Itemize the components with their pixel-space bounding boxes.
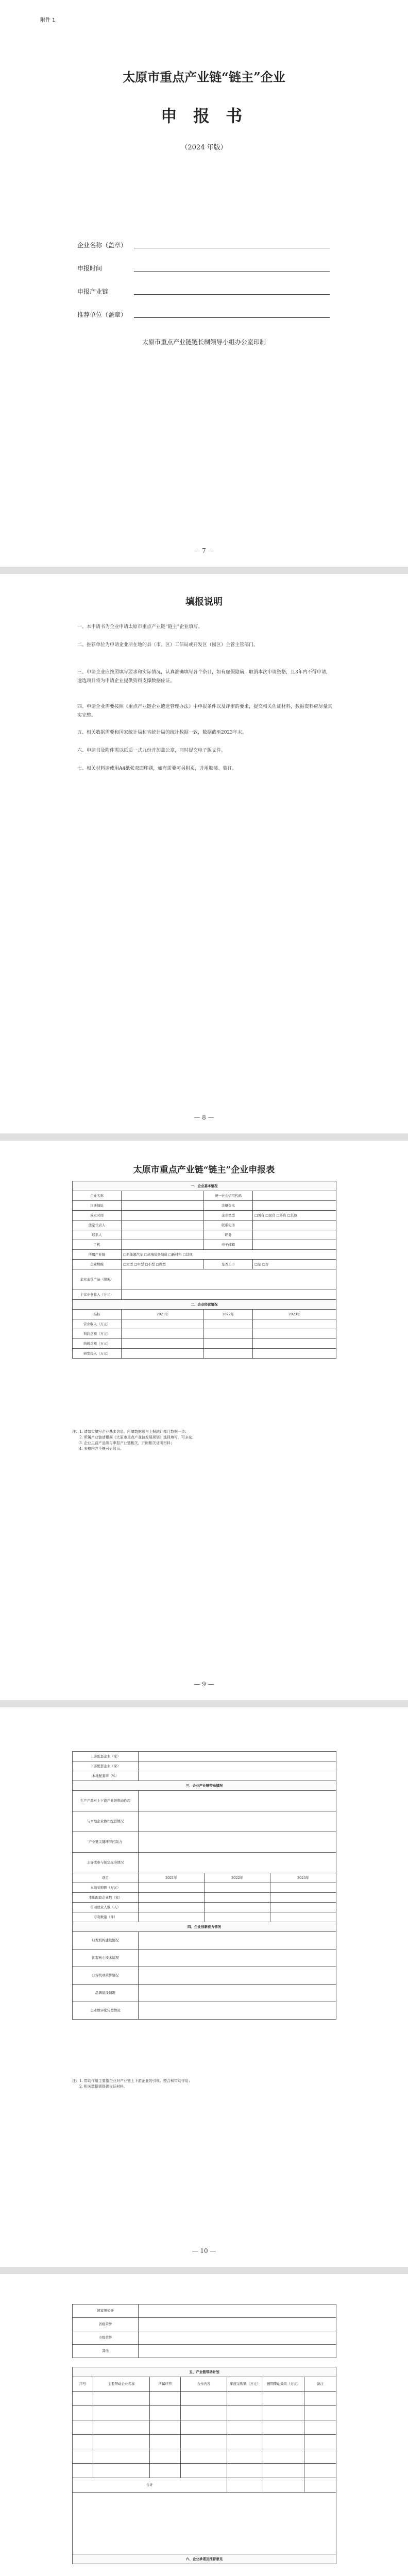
row-label: 拥有核心技术情况 (73, 1950, 139, 1967)
column-header: 合作内容 (181, 2377, 227, 2392)
section-heading: 五、产业链带动计划 (73, 2367, 336, 2377)
page-number: — 7 — (194, 547, 214, 554)
input-cell[interactable] (181, 2392, 227, 2406)
row-label: 专利数量（件） (73, 1912, 139, 1922)
row-label: 注册地址 (73, 1201, 122, 1211)
attachment-label: 附件 1 (40, 18, 56, 23)
row-label: 其他 (73, 2345, 139, 2358)
page-plan (0, 2274, 408, 2576)
input-cell[interactable] (73, 2392, 93, 2406)
row-label: 带动就业人数（人） (73, 1903, 139, 1912)
column-header: 项目 (73, 1873, 139, 1883)
row-label: 主营业务收入（万元） (73, 1290, 122, 1300)
input-cell[interactable] (304, 2464, 336, 2478)
instruction-item-3: 三、申请企业应按照填写要求和实际情况，认真准确填写各个条目，如有虚假隐瞒，取消本次申请资格，且3年内不得申请，逾选项目将为申请企业提供资料支撑数据佐证。 (77, 670, 331, 684)
page-application-form (0, 1141, 408, 1700)
row-label: 成立时间 (73, 1211, 122, 1221)
column-header: 序号 (73, 2377, 93, 2392)
row-label: 所属产业链 (73, 1250, 122, 1260)
input-cell[interactable] (270, 1883, 336, 1893)
page-number: — 8 — (194, 1114, 214, 1121)
input-cell[interactable] (205, 1912, 270, 1922)
input-cell[interactable] (139, 1883, 205, 1893)
row-label: 生产产品对上下游产业链带动作用 (73, 1791, 139, 1811)
input-cell[interactable] (150, 2464, 181, 2478)
input-cell[interactable] (73, 2435, 93, 2449)
input-cell[interactable] (205, 1903, 270, 1912)
input-cell[interactable] (204, 1349, 253, 1359)
input-cell[interactable] (139, 2345, 336, 2358)
input-cell[interactable] (139, 1832, 336, 1853)
form-notes (72, 1429, 336, 1452)
row-label: 统一社会信用代码 (204, 1191, 253, 1201)
input-cell[interactable] (227, 2478, 263, 2493)
input-cell[interactable] (263, 2464, 304, 2478)
input-cell[interactable] (122, 1339, 204, 1349)
column-header: 2022年 (204, 1310, 253, 1319)
page-gap (0, 1700, 408, 1707)
input-cell[interactable] (139, 1967, 336, 1985)
row-label: 法定代表人 (73, 1221, 122, 1230)
input-cell[interactable] (181, 2449, 227, 2464)
row-label: 手机 (73, 1240, 122, 1250)
page-instructions (0, 574, 408, 1133)
input-cell[interactable] (227, 2464, 263, 2478)
input-cell[interactable] (253, 1230, 336, 1240)
input-cell[interactable] (253, 1349, 336, 1359)
input-cell[interactable] (227, 2435, 263, 2449)
input-cell[interactable] (150, 2406, 181, 2420)
page-number: — 9 — (194, 1681, 214, 1688)
input-cell[interactable] (139, 1912, 205, 1922)
row-label: 职务 (204, 1230, 253, 1240)
input-cell[interactable] (122, 1290, 336, 1300)
input-cell[interactable] (139, 1791, 336, 1811)
row-label: 主导或参与制定标准情况 (73, 1853, 139, 1873)
input-cell[interactable] (253, 1319, 336, 1329)
input-cell[interactable] (73, 2449, 93, 2464)
column-header: 指标 (73, 1310, 122, 1319)
note-line: 4. 表格内容不够可另附页。 (79, 1447, 124, 1451)
instruction-item-5: 五、相关数据需要和国家统计局和省统计局的统计数据一致，数据截至2023年末。 (77, 730, 247, 735)
row-label: 联系人 (73, 1230, 122, 1240)
input-cell[interactable] (122, 1221, 204, 1230)
table-row (73, 2435, 336, 2449)
input-cell[interactable] (304, 2406, 336, 2420)
field-label: 申报时间 (77, 265, 103, 272)
column-header: 2022年 (205, 1873, 270, 1883)
input-cell[interactable] (139, 1761, 336, 1771)
section-heading: 二、企业经营情况 (73, 1300, 336, 1310)
input-cell[interactable] (181, 2420, 227, 2435)
input-cell[interactable] (93, 2464, 150, 2478)
input-cell[interactable] (253, 1339, 336, 1349)
input-cell[interactable] (204, 1319, 253, 1329)
input-cell[interactable] (150, 2449, 181, 2464)
checkbox-options[interactable]: □新能源汽车 □高端装备制造 □新材料 □其他 (122, 1250, 336, 1260)
row-label: 营业收入（万元） (73, 1319, 122, 1329)
input-cell[interactable] (227, 2406, 263, 2420)
cover-title: 太原市重点产业链“链主”企业 (123, 70, 285, 84)
row-label: 企业数字化转型情况 (73, 2002, 139, 2020)
row-label: 利润总额（万元） (73, 1329, 122, 1339)
input-cell[interactable] (122, 1349, 204, 1359)
input-cell[interactable] (204, 1329, 253, 1339)
row-label: 纳税总额（万元） (73, 1339, 122, 1349)
table-row (73, 2449, 336, 2464)
input-cell[interactable] (181, 2406, 227, 2420)
note-line: 注：1. 带动作用主要指企业对产业链上下游企业的引领、整合和带动作用； (72, 2079, 192, 2083)
input-cell[interactable] (304, 2392, 336, 2406)
row-label: 市级荣誉 (73, 2331, 139, 2345)
input-cell[interactable] (93, 2420, 150, 2435)
table-row (73, 2406, 336, 2420)
input-cell[interactable] (270, 1893, 336, 1903)
input-cell[interactable] (181, 2435, 227, 2449)
input-cell[interactable] (122, 1319, 204, 1329)
row-label: 上游配套企业（家） (73, 1752, 139, 1761)
checkbox-options[interactable]: □是 □否 (253, 1260, 336, 1269)
note-line: 3. 企业主营产品须与申报产业链相关，并附相关证明材料； (79, 1441, 174, 1445)
instruction-item-1: 一、本申请书为企业申请太原市重点产业链“链主”企业填写。 (77, 624, 203, 630)
page-chain-driving (0, 1707, 408, 2267)
input-cell[interactable] (139, 2002, 336, 2020)
row-label: 注册资本 (204, 1201, 253, 1211)
instruction-item-6: 六、申请书及附件需以纸质一式九份并加盖公章，同时提交电子版文件。 (77, 748, 226, 753)
page-number: — 10 — (192, 2247, 216, 2255)
input-cell[interactable] (139, 1811, 336, 1832)
section-heading: 三、企业产业链带动情况 (73, 1781, 336, 1791)
column-header: 2023年 (270, 1873, 336, 1883)
input-cell[interactable] (205, 1883, 270, 1893)
row-label: 企业类型 (204, 1211, 253, 1221)
input-cell[interactable] (122, 1269, 336, 1290)
input-cell[interactable] (73, 2406, 93, 2420)
column-header: 预期带动效果（万元） (263, 2377, 304, 2392)
input-cell[interactable] (227, 2392, 263, 2406)
plan-table (72, 2367, 336, 2564)
input-cell[interactable] (93, 2406, 150, 2420)
form-title: 太原市重点产业链“链主”企业申报表 (133, 1165, 275, 1175)
row-label: 本地配套企业数（家） (73, 1893, 139, 1903)
input-cell[interactable] (122, 1329, 204, 1339)
row-label: 产业链关键环节控制力 (73, 1832, 139, 1853)
section-heading: 四、企业创新能力情况 (73, 1922, 336, 1932)
input-cell[interactable] (205, 1893, 270, 1903)
page-cover (0, 0, 408, 567)
input-cell[interactable] (253, 1201, 336, 1211)
input-cell[interactable] (263, 2406, 304, 2420)
section-heading: 一、企业基本情况 (73, 1181, 336, 1191)
input-cell[interactable] (270, 1903, 336, 1912)
column-header: 2021年 (122, 1310, 204, 1319)
column-header: 2021年 (139, 1873, 205, 1883)
input-cell[interactable] (139, 1752, 336, 1761)
input-cell[interactable] (139, 2318, 336, 2331)
honor-table (72, 2304, 336, 2358)
input-cell[interactable] (253, 1221, 336, 1230)
input-cell[interactable] (263, 2478, 304, 2493)
field-label: 推荐单位（盖章） (77, 311, 127, 318)
column-header: 备注 (304, 2377, 336, 2392)
input-cell[interactable] (122, 1240, 204, 1250)
chain-notes (72, 2078, 336, 2090)
input-cell[interactable] (122, 1230, 204, 1240)
input-cell[interactable] (181, 2464, 227, 2478)
column-header: 年度采购额（万元） (227, 2377, 263, 2392)
row-label: 企业规模 (73, 1260, 122, 1269)
instruction-item-4: 四、申请企业需要按照《重点产业链企业遴选管理办法》中申报条件以及评审的要求，提交相关佐证材料，数据资料应尽量真实完整。 (77, 704, 333, 718)
table-row (73, 2420, 336, 2435)
cover-field-1 (77, 240, 330, 249)
row-label: 是否上市 (204, 1260, 253, 1269)
basic-info-table (72, 1181, 336, 1359)
row-label: 省级荣誉 (73, 2318, 139, 2331)
page-gap (0, 567, 408, 574)
input-cell[interactable] (139, 2304, 336, 2318)
input-cell[interactable] (263, 2449, 304, 2464)
input-cell[interactable] (139, 1853, 336, 1873)
input-cell[interactable] (253, 1329, 336, 1339)
input-cell[interactable] (93, 2435, 150, 2449)
input-cell[interactable] (150, 2420, 181, 2435)
input-cell[interactable] (304, 2478, 336, 2493)
field-label: 申报产业链 (77, 288, 109, 295)
input-cell[interactable] (270, 1912, 336, 1922)
input-cell[interactable] (122, 1211, 204, 1221)
input-cell[interactable] (263, 2435, 304, 2449)
row-label: 电子邮箱 (204, 1240, 253, 1250)
input-cell[interactable] (263, 2392, 304, 2406)
checkbox-options[interactable]: □大型 □中型 □小型 □微型 (122, 1260, 204, 1269)
input-cell[interactable] (304, 2449, 336, 2464)
note-line: 注：1. 请如实填写企业基本信息，所填数据须与上报统计部门数据一致； (72, 1430, 189, 1434)
instruction-item-2: 二、推荐单位为申请企业所在地的县（市、区）工信局或开发区（园区）主管主管部门。 (77, 642, 259, 648)
input-cell[interactable] (139, 1950, 336, 1967)
input-cell[interactable] (122, 1201, 204, 1211)
input-cell[interactable] (93, 2449, 150, 2464)
chain-table (72, 1751, 336, 2020)
instruction-item-7: 七、相关材料请使用A4纸张双面印刷，如有需要可另附页，并用胶装、装订。 (77, 766, 237, 771)
input-cell[interactable] (150, 2435, 181, 2449)
input-cell[interactable] (304, 2435, 336, 2449)
page-gap (0, 1133, 408, 1141)
column-header: 2023年 (253, 1310, 336, 1319)
note-line: 2. 所属产业链请根据《太原市重点产业链发展规划》选择填写，可多选； (79, 1435, 196, 1439)
row-label: 获得奖项荣誉情况 (73, 1967, 139, 1985)
input-cell[interactable] (253, 1240, 336, 1250)
sum-label: 合计 (73, 2478, 227, 2493)
input-cell[interactable] (227, 2420, 263, 2435)
input-cell[interactable] (150, 2392, 181, 2406)
input-cell[interactable] (93, 2392, 150, 2406)
input-cell[interactable] (204, 1339, 253, 1349)
row-label: 本地配套率（%） (73, 1771, 139, 1781)
column-header: 所属环节 (150, 2377, 181, 2392)
column-header: 主要带动企业名称 (93, 2377, 150, 2392)
input-cell[interactable] (122, 1191, 204, 1201)
cover-field-4 (77, 309, 330, 319)
row-label: 研发机构建设情况 (73, 1932, 139, 1950)
input-cell[interactable] (139, 1893, 205, 1903)
input-cell[interactable] (139, 1771, 336, 1781)
cover-big-title: 申 报 书 (160, 106, 248, 126)
input-cell[interactable] (227, 2449, 263, 2464)
page-gap (0, 2267, 408, 2274)
input-cell[interactable] (263, 2420, 304, 2435)
input-cell[interactable] (139, 1985, 336, 2002)
row-label: 与本地企业协作配套情况 (73, 1811, 139, 1832)
row-label: 品牌建设情况 (73, 1985, 139, 2002)
table-row (73, 2464, 336, 2478)
cover-field-2 (77, 263, 330, 273)
row-label: 研发投入（万元） (73, 1349, 122, 1359)
input-cell[interactable] (253, 1191, 336, 1201)
row-label: 国家级荣誉 (73, 2304, 139, 2318)
cover-field-3 (77, 286, 330, 296)
input-cell[interactable] (73, 2420, 93, 2435)
input-cell[interactable] (73, 2464, 93, 2478)
row-label: 本地采购额（万元） (73, 1883, 139, 1893)
input-cell[interactable] (304, 2420, 336, 2435)
instructions-title: 填报说明 (185, 597, 223, 607)
input-cell[interactable] (139, 2331, 336, 2345)
cover-year: （2024 年版） (181, 144, 227, 151)
table-row (73, 2392, 336, 2406)
field-label: 企业名称（盖章） (77, 242, 127, 249)
input-cell[interactable] (139, 1903, 205, 1912)
row-label: 联系电话 (204, 1221, 253, 1230)
checkbox-options[interactable]: □国有 □民营 □外资 □其他 (253, 1211, 336, 1221)
note-line: 2. 相关数据需提供佐证材料。 (79, 2084, 127, 2089)
section-heading: 六、企业承诺及推荐意见 (73, 2554, 336, 2564)
input-cell[interactable] (73, 2493, 336, 2554)
cover-issuer: 太原市重点产业链链长制领导小组办公室印制 (142, 338, 266, 346)
row-label: 企业主营产品（服务） (73, 1269, 122, 1290)
input-cell[interactable] (139, 1932, 336, 1950)
row-label: 下游配套企业（家） (73, 1761, 139, 1771)
row-label: 企业名称 (73, 1191, 122, 1201)
